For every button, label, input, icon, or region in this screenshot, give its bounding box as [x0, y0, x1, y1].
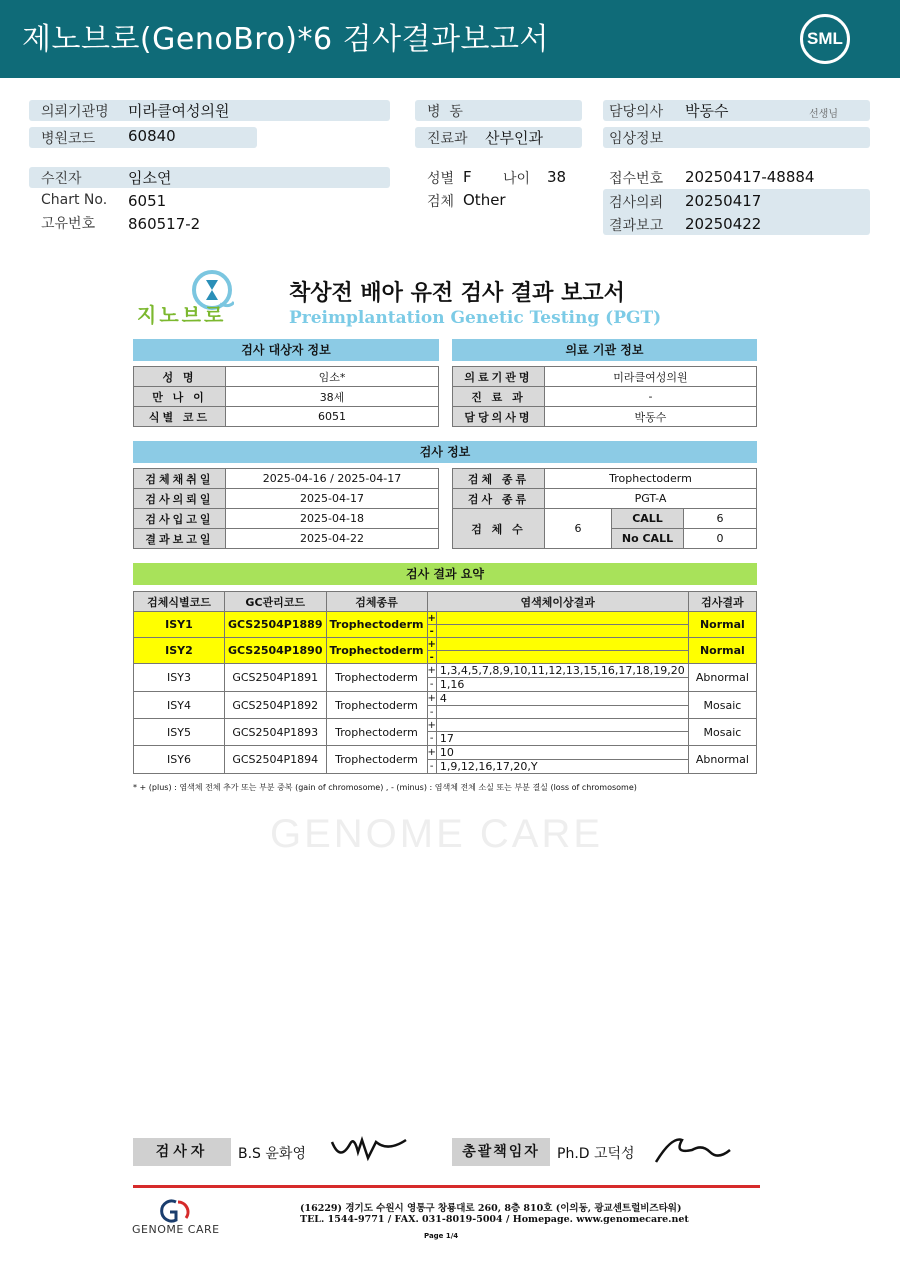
nocall-key: No CALL — [612, 529, 684, 549]
table-row — [134, 692, 757, 706]
specimen-type-cell: Trophectoderm — [326, 746, 427, 774]
sample-id-cell: ISY5 — [134, 719, 225, 746]
specimen-type-value: Trophectoderm — [545, 469, 757, 489]
table-row — [134, 367, 439, 387]
doctor-suffix: 선생님 — [809, 109, 838, 120]
specimen-count-key: 검 체 수 — [453, 509, 545, 549]
loss-cell — [436, 706, 688, 719]
sample-id-cell: ISY2 — [134, 638, 225, 664]
tester-signature — [328, 1132, 410, 1166]
test-section — [133, 441, 757, 463]
receipt-label: 접수번호 — [609, 171, 664, 187]
subject-id-key: 식별 코드 — [134, 407, 226, 427]
table-row — [453, 367, 757, 387]
test-left — [133, 468, 439, 549]
tester-label: 검사자 — [133, 1138, 231, 1166]
table-row — [453, 489, 757, 509]
patient-label: 수진자 — [41, 171, 82, 187]
result-cell: Abnormal — [688, 664, 756, 692]
chart-value: 6051 — [128, 192, 167, 210]
result-cell: Mosaic — [688, 719, 756, 746]
sample-id-cell: ISY6 — [134, 746, 225, 774]
sample-id-cell: ISY1 — [134, 612, 225, 638]
plus-sign-cell: + — [427, 747, 436, 758]
page-number: Page 1/4 — [424, 1232, 459, 1240]
inst-dept-value: - — [545, 387, 757, 407]
plus-sign-cell: + — [427, 693, 436, 704]
age-label: 나이 — [503, 171, 531, 187]
table-row — [453, 387, 757, 407]
subject-name-value: 임소* — [226, 367, 439, 387]
report-title-ko: 착상전 배아 유전 검사 결과 보고서 — [289, 281, 625, 306]
gain-cell — [436, 612, 688, 625]
gc-code-cell: GCS2504P1893 — [224, 719, 326, 746]
table-header-row — [134, 592, 757, 612]
director-value: Ph.D 고덕성 — [557, 1146, 635, 1162]
subject-name-key: 성 명 — [134, 367, 226, 387]
gc-code-cell: GCS2504P1890 — [224, 638, 326, 664]
contact: TEL. 1544-9771 / FAX. 031-8019-5004 / Homepage. www.genomecare.net — [300, 1214, 689, 1225]
col-chromosome: 염색체이상결과 — [427, 592, 688, 612]
minus-sign-cell: - — [427, 760, 436, 774]
plus-sign-cell: + — [427, 638, 436, 650]
test-right — [452, 468, 757, 549]
loss-cell — [436, 625, 688, 638]
col-id: 검체식별코드 — [134, 592, 225, 612]
minus-sign-cell: - — [427, 651, 436, 664]
summary-table — [133, 591, 757, 774]
report-label: 결과보고 — [609, 218, 664, 234]
doctor-value: 박동수 — [685, 102, 729, 120]
sample-id-cell: ISY4 — [134, 692, 225, 719]
table-row — [134, 612, 757, 625]
gain-cell — [436, 719, 688, 732]
subject-age-value: 38세 — [226, 387, 439, 407]
specimen-type-cell: Trophectoderm — [326, 664, 427, 692]
table-row — [134, 529, 439, 549]
minus-sign-cell: - — [427, 706, 436, 719]
col-gc: GC관리코드 — [224, 592, 326, 612]
footnote: * + (plus) : 염색체 전체 추가 또는 부분 중복 (gain of chromosome) , - (minus) : 염색체 전체 소실 또는 부분 결실 (loss of chromosome) — [133, 783, 637, 792]
table-row — [453, 469, 757, 489]
loss-cell — [436, 651, 688, 664]
genome-care-logo-icon — [156, 1198, 196, 1224]
call-key: CALL — [612, 509, 684, 529]
sml-logo: SML — [800, 14, 850, 64]
test-request-value: 2025-04-17 — [226, 489, 439, 509]
minus-sign-cell: - — [427, 625, 436, 638]
test-right-table — [452, 468, 757, 549]
inst-doctor-value: 박동수 — [545, 407, 757, 427]
watermark: GENOME CARE — [270, 812, 604, 856]
brand-name: 지노브로 — [137, 303, 227, 327]
table-row — [134, 746, 757, 760]
test-collect-key: 검체채취일 — [134, 469, 226, 489]
report-title-en: Preimplantation Genetic Testing (PGT) — [289, 308, 662, 328]
test-receive-value: 2025-04-18 — [226, 509, 439, 529]
table-row — [134, 387, 439, 407]
gc-code-cell: GCS2504P1891 — [224, 664, 326, 692]
result-cell: Normal — [688, 612, 756, 638]
table-row — [134, 638, 757, 651]
request-label: 검사의뢰 — [609, 195, 664, 211]
summary-section — [133, 563, 757, 793]
inst-name-key: 의료기관명 — [453, 367, 545, 387]
subject-id-value: 6051 — [226, 407, 439, 427]
gain-cell: 4 — [436, 692, 688, 706]
patient-bar — [29, 167, 390, 188]
institution-head: 의료 기관 정보 — [452, 339, 757, 361]
table-row — [134, 509, 439, 529]
result-cell: Abnormal — [688, 746, 756, 774]
gc-code-cell: GCS2504P1894 — [224, 746, 326, 774]
institution-label: 의뢰기관명 — [41, 104, 109, 120]
address: (16229) 경기도 수원시 영통구 창룡대로 260, 8층 810호 (이의동, 광교센트럴비즈타워) — [300, 1203, 682, 1214]
footer-divider — [133, 1185, 760, 1188]
chart-label: Chart No. — [41, 192, 108, 208]
company-name: GENOME CARE — [132, 1223, 220, 1236]
test-type-value: PGT-A — [545, 489, 757, 509]
test-report-value: 2025-04-22 — [226, 529, 439, 549]
plus-sign-cell: + — [427, 665, 436, 676]
result-cell: Mosaic — [688, 692, 756, 719]
hospital-code-label: 병원코드 — [41, 131, 96, 147]
plus-sign-cell: + — [427, 612, 436, 624]
gain-cell — [436, 638, 688, 651]
specimen-label: 검체 — [427, 194, 455, 210]
test-collect-value: 2025-04-16 / 2025-04-17 — [226, 469, 439, 489]
report-value: 20250422 — [685, 215, 762, 233]
specimen-type-key: 검체 종류 — [453, 469, 545, 489]
hospital-code-value: 60840 — [128, 127, 176, 145]
receipt-value: 20250417-48884 — [685, 168, 815, 186]
loss-cell: 1,9,12,16,17,20,Y — [436, 760, 688, 774]
table-row — [134, 407, 439, 427]
director-label: 총괄책임자 — [452, 1138, 550, 1166]
inst-dept-key: 진 료 과 — [453, 387, 545, 407]
call-value: 6 — [684, 509, 757, 529]
sex-label: 성별 — [427, 171, 455, 187]
test-type-key: 검사 종류 — [453, 489, 545, 509]
result-cell: Normal — [688, 638, 756, 664]
dept-value: 산부인과 — [485, 129, 543, 147]
page-title: 제노브로(GenoBro)*6 검사결과보고서 — [22, 22, 549, 57]
institution-section — [452, 339, 757, 427]
plus-sign-cell: + — [427, 719, 436, 731]
specimen-type-cell: Trophectoderm — [326, 719, 427, 746]
ward-label: 병 동 — [427, 104, 463, 120]
test-head: 검사 정보 — [133, 441, 757, 463]
gain-cell: 10 — [436, 746, 688, 760]
subject-age-key: 만 나 이 — [134, 387, 226, 407]
table-row — [453, 407, 757, 427]
gc-code-cell: GCS2504P1892 — [224, 692, 326, 719]
subject-table — [133, 366, 439, 427]
clinical-label: 임상정보 — [609, 131, 664, 147]
gain-cell: 1,3,4,5,7,8,9,10,11,12,13,15,16,17,18,19,20 — [436, 664, 688, 678]
institution-value: 미라클여성의원 — [128, 102, 230, 120]
director-signature — [652, 1130, 734, 1166]
request-value: 20250417 — [685, 192, 762, 210]
dept-label: 진료과 — [427, 131, 468, 147]
test-receive-key: 검사입고일 — [134, 509, 226, 529]
nocall-value: 0 — [684, 529, 757, 549]
loss-cell: 17 — [436, 732, 688, 746]
institution-table — [452, 366, 757, 427]
unique-label: 고유번호 — [41, 216, 96, 232]
patient-value: 임소연 — [128, 169, 172, 187]
minus-sign-cell: - — [427, 732, 436, 746]
inst-name-value: 미라클여성의원 — [545, 367, 757, 387]
subject-section — [133, 339, 439, 427]
test-request-key: 검사의뢰일 — [134, 489, 226, 509]
specimen-type-cell: Trophectoderm — [326, 638, 427, 664]
specimen-type-cell: Trophectoderm — [326, 692, 427, 719]
table-row — [134, 489, 439, 509]
unique-value: 860517-2 — [128, 215, 201, 233]
doctor-label: 담당의사 — [609, 104, 664, 120]
col-result: 검사결과 — [688, 592, 756, 612]
sample-id-cell: ISY3 — [134, 664, 225, 692]
gc-code-cell: GCS2504P1889 — [224, 612, 326, 638]
table-row — [453, 509, 757, 529]
table-row — [134, 719, 757, 732]
minus-sign-cell: - — [427, 678, 436, 692]
loss-cell: 1,16 — [436, 678, 688, 692]
summary-head: 검사 결과 요약 — [133, 563, 757, 585]
sex-value: F — [463, 168, 472, 186]
test-report-key: 결과보고일 — [134, 529, 226, 549]
specimen-value: Other — [463, 191, 506, 209]
inst-doctor-key: 담당의사명 — [453, 407, 545, 427]
subject-head: 검사 대상자 정보 — [133, 339, 439, 361]
test-left-table — [133, 468, 439, 549]
age-value: 38 — [547, 168, 567, 186]
table-row — [134, 469, 439, 489]
specimen-count-value: 6 — [545, 509, 612, 549]
tester-value: B.S 윤화영 — [238, 1146, 306, 1162]
table-row — [134, 664, 757, 678]
col-type: 검체종류 — [326, 592, 427, 612]
specimen-type-cell: Trophectoderm — [326, 612, 427, 638]
